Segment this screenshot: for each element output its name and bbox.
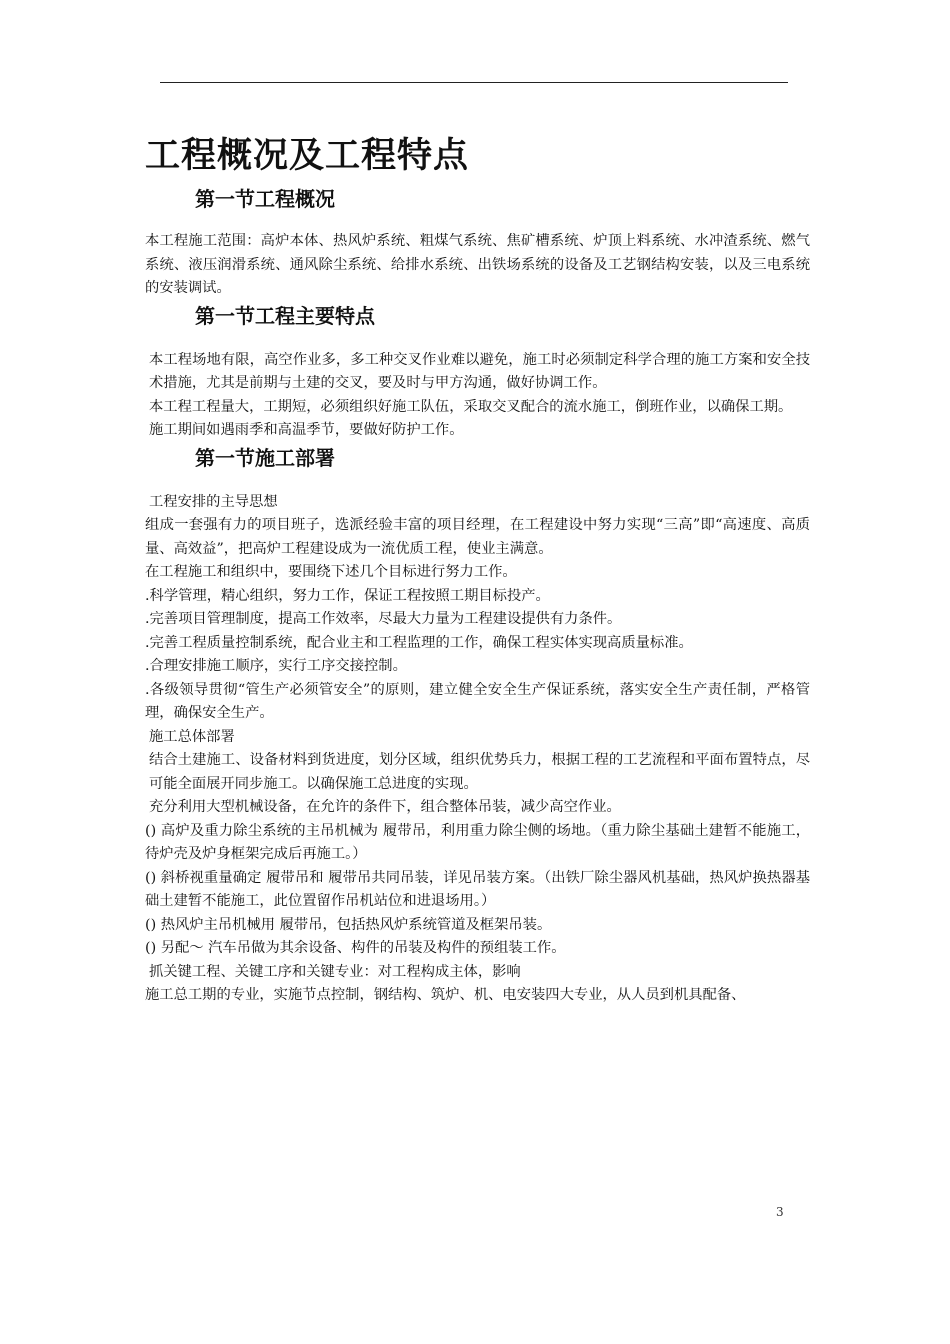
list-item: .完善工程质量控制系统，配合业主和工程监理的工作，确保工程实体实现高质量标准。 [145,634,693,651]
list-item: () 另配～ 汽车吊做为其余设备、构件的吊装及构件的预组装工作。 [145,940,566,956]
list-item: .各级领导贯彻“管生产必须管安全”的原则，建立健全安全生产保证系统，落实安全生产责任制，严格管理，确保安全生产。 [145,681,810,721]
paragraph: 施工总工期的专业，实施节点控制，钢结构、筑炉、机、电安装四大专业，从人员到机具配备、 [145,987,746,1003]
list-item: () 高炉及重力除尘系统的主吊机械为 履带吊，利用重力除尘侧的场地。（重力除尘基础土建暂不能施工，待炉壳及炉身框架完成后再施工。） [145,822,810,862]
page-number: 3 [776,1205,784,1219]
document-title: 工程概况及工程特点 [145,135,470,176]
list-item: .完善项目管理制度，提高工作效率，尽最大力量为工程建设提供有力条件。 [145,611,622,627]
subheading-overall-deployment: 施工总体部署 [149,728,235,745]
list-item: .合理安排施工顺序，实行工序交接控制。 [145,658,407,674]
list-item: () 斜桥视重量确定 履带吊和 履带吊共同吊装，详见吊装方案。（出铁厂除尘器风机基础，热风炉换热器基础土建暂不能施工，此位置留作吊机站位和进退场用。） [145,869,810,909]
list-item: () 热风炉主吊机械用 履带吊，包括热风炉系统管道及框架吊装。 [145,916,552,933]
subheading-guiding-idea: 工程安排的主导思想 [149,493,278,510]
document-body [145,128,810,1008]
paragraph: 在工程施工和组织中，要围绕下述几个目标进行努力工作。 [145,564,517,580]
section-body-features [145,349,810,443]
paragraph: 抓关键工程、关键工序和关键专业：对工程构成主体，影响 [149,963,521,980]
paragraph: 结合土建施工、设备材料到货进度，划分区域，组织优势兵力，根据工程的工艺流程和平面布置特点，尽可能全面展开同步施工。以确保施工总进度的实现。 [149,752,810,792]
section-body-deployment [145,491,810,1008]
list-item: .科学管理，精心组织，努力工作，保证工程按照工期目标投产。 [145,587,550,604]
section-heading-deployment: 第一节施工部署 [195,445,335,470]
section-heading-features: 第一节工程主要特点 [195,303,375,328]
section-body-overview [145,230,810,301]
paragraph: 本工程施工范围：高炉本体、热风炉系统、粗煤气系统、焦矿槽系统、炉顶上料系统、水冲渣系统、燃气系统、液压润滑系统、通风除尘系统、给排水系统、出铁场系统的设备及工艺钢结构安装，以及三电系统的安装调试。 [145,233,810,296]
paragraph: 本工程工程量大，工期短，必须组织好施工队伍，采取交叉配合的流水施工，倒班作业，以确保工期。 [149,398,793,415]
paragraph: 组成一套强有力的项目班子，选派经验丰富的项目经理，在工程建设中努力实现“三高”即“高速度、高质量、高效益”，把高炉工程建设成为一流优质工程，使业主满意。 [145,517,810,557]
paragraph: 本工程场地有限，高空作业多，多工种交叉作业难以避免，施工时必须制定科学合理的施工方案和安全技术措施，尤其是前期与土建的交叉，要及时与甲方沟通，做好协调工作。 [149,351,810,391]
header-rule [160,82,788,83]
paragraph: 充分利用大型机械设备，在允许的条件下，组合整体吊装，减少高空作业。 [149,799,621,815]
paragraph: 施工期间如遇雨季和高温季节，要做好防护工作。 [149,422,464,438]
section-heading-overview: 第一节工程概况 [195,187,335,211]
